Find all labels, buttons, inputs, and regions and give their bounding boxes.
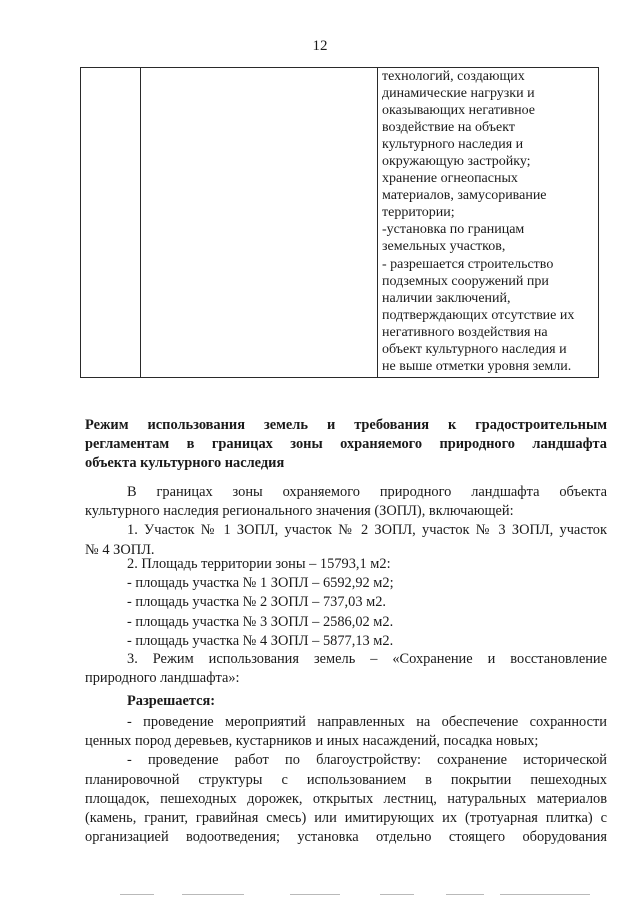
paragraph-line: В границах зоны охраняемого природного ландшафта объекта <box>127 484 607 500</box>
table-text-line: технологий, создающих <box>382 69 525 84</box>
table-text-line: -установка по границам <box>382 222 525 238</box>
table-text-line: земельных участков, <box>382 239 506 255</box>
paragraph-line: № 4 ЗОПЛ. <box>85 541 155 558</box>
area-line: - площадь участка № 1 ЗОПЛ – 6592,92 м2; <box>127 575 394 592</box>
table-text-line: хранение огнеопасных <box>382 171 518 187</box>
paragraph-line: природного ландшафта»: <box>85 670 240 687</box>
table-text-line: не выше отметки уровня земли. <box>382 358 572 374</box>
area-line: - площадь участка № 3 ЗОПЛ – 2586,02 м2. <box>127 613 394 630</box>
paragraph-line: площадок, пешеходных дорожек, открытых лестниц, натуральных материалов <box>85 790 607 807</box>
table-cell-requirements <box>378 68 598 377</box>
table-text-line: окружающую застройку; <box>382 154 531 170</box>
paragraph-line: (камень, гранит, гравийная смесь) или имитирующих их (тротуарная плитка) с <box>85 810 607 827</box>
section-heading <box>85 416 607 473</box>
table-text-line: объект культурного наследия и <box>382 341 567 357</box>
regulation-table <box>80 67 599 378</box>
table-text-line: воздействие на объект <box>382 120 515 136</box>
area-list <box>85 555 607 651</box>
table-text-line: подземных сооружений при <box>382 273 549 289</box>
table-text-line: динамические нагрузки и <box>382 86 535 102</box>
area-line: 2. Площадь территории зоны – 15793,1 м2: <box>127 556 391 572</box>
permitted-list <box>85 713 607 847</box>
paragraph-line: ценных пород деревьев, кустарников и иных насаждений, посадка новых; <box>85 733 539 750</box>
table-cell-number <box>81 68 141 377</box>
table-text-line: подтверждающих отсутствие их <box>382 307 575 323</box>
heading-line: Режим использования земель и требования к градостроительным <box>85 417 607 433</box>
table-cell-zone <box>141 68 378 377</box>
table-text-line: культурного наследия и <box>382 137 524 153</box>
area-line: - площадь участка № 2 ЗОПЛ – 737,03 м2. <box>127 594 387 611</box>
heading-line: регламентам в границах зоны охраняемого природного ландшафта <box>85 436 607 452</box>
paragraph-line: 1. Участок № 1 ЗОПЛ, участок № 2 ЗОПЛ, участок № 3 ЗОПЛ, участок <box>127 522 607 539</box>
table-text-line: материалов, замусоривание <box>382 188 547 204</box>
paragraph-line: - проведение работ по благоустройству: сохранение исторической <box>127 752 607 769</box>
area-line: - площадь участка № 4 ЗОПЛ – 5877,13 м2. <box>127 632 394 649</box>
page-number: 12 <box>312 38 328 54</box>
heading-line: объекта культурного наследия <box>85 455 285 471</box>
table-text-line: территории; <box>382 205 455 221</box>
paragraph-line: организацией водоотведения; установка отдельно стоящего оборудования <box>85 829 607 846</box>
table-text-line: наличии заключений, <box>382 290 511 306</box>
scan-artifact-line <box>0 894 640 895</box>
table-text-line: - разрешается строительство <box>382 256 554 272</box>
paragraph-line: культурного наследия регионального значения (ЗОПЛ), включающей: <box>85 503 514 520</box>
paragraph-line: - проведение мероприятий направленных на обеспечение сохранности <box>127 714 607 730</box>
paragraph-line: планировочной структуры с использованием в покрытии пешеходных <box>85 771 607 788</box>
permitted-heading: Разрешается: <box>127 693 216 709</box>
table-text-line: оказывающих негативное <box>382 103 536 119</box>
intro-paragraph <box>85 483 607 560</box>
table-text-line: негативного воздействия на <box>382 324 548 340</box>
paragraph-line: 3. Режим использования земель – «Сохранение и восстановление <box>127 651 607 667</box>
regime-paragraph <box>85 650 607 688</box>
